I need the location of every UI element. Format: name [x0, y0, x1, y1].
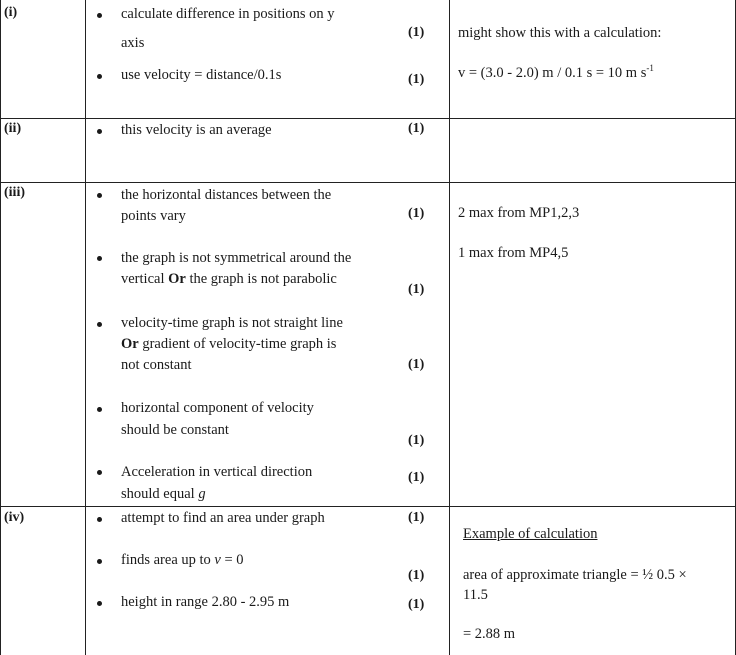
point-iii-5-line1: Acceleration in vertical direction: [121, 464, 313, 480]
bullet-icon: [97, 322, 102, 327]
mark-iii-4: (1): [408, 433, 425, 448]
row-label-ii: (ii): [4, 121, 22, 136]
point-ii-1: this velocity is an average: [121, 122, 272, 138]
point-iii-4-line2: should be constant: [121, 422, 229, 438]
point-i-1-line1: calculate difference in positions on y: [121, 6, 335, 22]
mark-iii-3: (1): [408, 357, 425, 372]
point-iii-3-line2: Or gradient of velocity-time graph is: [121, 336, 337, 352]
point-iii-3-line3: not constant: [121, 357, 192, 373]
note-i-2: v = (3.0 - 2.0) m / 0.1 s = 10 m $s^{-1}$: [458, 63, 654, 81]
point-iii-3-line1: velocity-time graph is not straight line: [121, 315, 343, 331]
point-iii-5-line2: should equal g: [121, 486, 206, 502]
mark-iv-3: (1): [408, 597, 425, 612]
bullet-icon: [97, 407, 102, 412]
point-iv-3: height in range 2.80 - 2.95 m: [121, 594, 290, 610]
note-iv-title: Example of calculation: [463, 526, 598, 542]
note-iii-1: 2 max from MP1,2,3: [458, 205, 580, 221]
bullet-icon: [97, 193, 102, 198]
point-iii-1-line1: the horizontal distances between the: [121, 187, 332, 203]
bullet-icon: [97, 13, 102, 18]
row-label-iii: (iii): [4, 185, 25, 200]
point-iii-2-line1: the graph is not symmetrical around the: [121, 250, 352, 266]
point-i-2: use velocity = distance/0.1s: [121, 67, 282, 83]
table-border-left: [0, 0, 1, 655]
bullet-icon: [97, 129, 102, 134]
point-iii-2-line2: vertical Or the graph is not parabolic: [121, 271, 337, 287]
mark-iv-1: (1): [408, 510, 425, 525]
bullet-icon: [97, 74, 102, 79]
row-divider-iii-iv: [0, 506, 736, 507]
note-iv-line2: 11.5: [463, 587, 488, 603]
mark-iii-1: (1): [408, 206, 425, 221]
point-i-1-line2: axis: [121, 35, 145, 51]
table-divider-label: [85, 0, 86, 655]
row-label-iv: (iv): [4, 510, 25, 525]
bullet-icon: [97, 517, 102, 522]
bullet-icon: [97, 559, 102, 564]
point-iv-1: attempt to find an area under graph: [121, 510, 325, 526]
mark-iii-5: (1): [408, 470, 425, 485]
row-divider-i-ii: [0, 118, 736, 119]
table-divider-notes: [449, 0, 450, 655]
mark-iii-2: (1): [408, 282, 425, 297]
bullet-icon: [97, 601, 102, 606]
point-iv-2: finds area up to v = 0: [121, 552, 244, 568]
bullet-icon: [97, 470, 102, 475]
row-label-i: (i): [4, 5, 18, 20]
note-iii-2: 1 max from MP4,5: [458, 245, 569, 261]
mark-iv-2: (1): [408, 568, 425, 583]
note-iv-line3: = 2.88 m: [463, 626, 516, 642]
point-iii-4-line1: horizontal component of velocity: [121, 400, 314, 416]
mark-i-2: (1): [408, 72, 425, 87]
note-i-1: might show this with a calculation:: [458, 25, 662, 41]
note-iv-line1: area of approximate triangle = ½ 0.5 ×: [463, 567, 687, 583]
mark-i-1: (1): [408, 25, 425, 40]
mark-ii-1: (1): [408, 121, 425, 136]
bullet-icon: [97, 256, 102, 261]
row-divider-ii-iii: [0, 182, 736, 183]
point-iii-1-line2: points vary: [121, 208, 186, 224]
